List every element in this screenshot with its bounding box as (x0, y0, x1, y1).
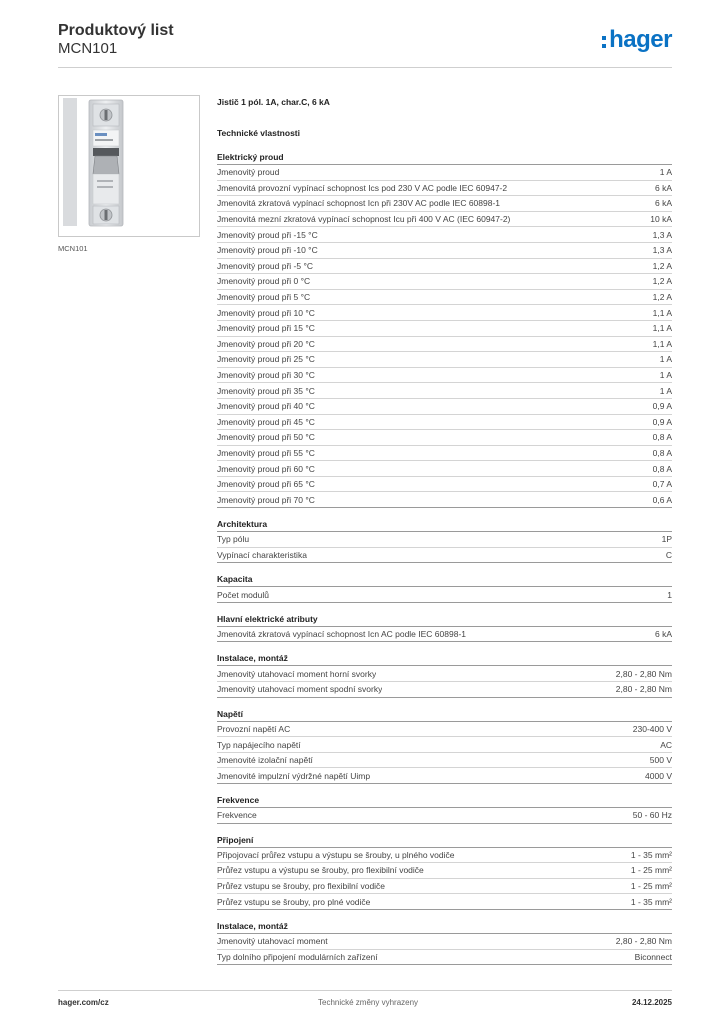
spec-row (217, 492, 672, 508)
spec-value: 4000 V (645, 770, 672, 781)
spec-value: 0,6 A (652, 494, 672, 505)
spec-row (217, 666, 672, 682)
spec-row (217, 243, 672, 259)
spec-label: Jmenovitý proud při -10 °C (217, 245, 318, 256)
spec-value: Biconnect (634, 951, 672, 962)
spec-row (217, 274, 672, 290)
section-title: Instalace, montáž (217, 920, 672, 934)
spec-row (217, 477, 672, 493)
spec-label: Provozní napětí AC (217, 723, 291, 734)
spec-section (217, 920, 672, 965)
spec-label: Jmenovitý proud při 55 °C (217, 447, 315, 458)
spec-label: Průřez vstupu se šrouby, pro plné vodiče (217, 896, 371, 907)
spec-value: 1,1 A (652, 307, 672, 318)
spec-value: AC (660, 739, 672, 750)
spec-label: Jmenovité impulzní výdržné napětí Uimp (217, 770, 371, 781)
spec-value: 1,3 A (652, 245, 672, 256)
spec-value: 230-400 V (632, 723, 672, 734)
spec-label: Průřez vstupu se šrouby, pro flexibilní vodiče (217, 881, 386, 892)
logo-text: hager (609, 26, 672, 53)
spec-value: 1 A (659, 370, 672, 381)
spec-label: Frekvence (217, 810, 257, 821)
product-code: MCN101 (58, 40, 118, 57)
spec-row (217, 446, 672, 462)
section-title: Napětí (217, 708, 672, 722)
footer-date: 24.12.2025 (631, 998, 672, 1007)
tech-properties-heading: Technické vlastnosti (217, 128, 300, 138)
spec-value: 1,2 A (652, 276, 672, 287)
spec-row (217, 768, 672, 784)
spec-section (217, 613, 672, 643)
spec-section (217, 151, 672, 508)
section-title: Elektrický proud (217, 151, 672, 165)
spec-row (217, 337, 672, 353)
product-image-caption: MCN101 (58, 244, 88, 253)
spec-row (217, 722, 672, 738)
spec-row (217, 181, 672, 197)
spec-label: Jmenovitý proud při 40 °C (217, 401, 315, 412)
spec-section (217, 652, 672, 697)
section-title: Hlavní elektrické atributy (217, 613, 672, 627)
circuit-breaker-icon (59, 96, 199, 236)
spec-label: Jmenovitý proud při 25 °C (217, 354, 315, 365)
spec-row (217, 415, 672, 431)
spec-label: Jmenovitý proud při 35 °C (217, 385, 315, 396)
footer-note: Technické změny vyhrazeny (318, 998, 419, 1007)
spec-row (217, 879, 672, 895)
spec-value: 1 - 25 mm² (630, 881, 672, 892)
spec-label: Jmenovitý proud při 15 °C (217, 323, 315, 334)
hager-logo (602, 28, 672, 54)
spec-label: Vypínací charakteristika (217, 549, 307, 560)
section-title: Architektura (217, 518, 672, 532)
header-divider (58, 67, 672, 68)
spec-value: 2,80 - 2,80 Nm (615, 668, 672, 679)
spec-row (217, 894, 672, 910)
spec-label: Jmenovitý proud při 30 °C (217, 370, 315, 381)
spec-row (217, 430, 672, 446)
spec-section (217, 794, 672, 824)
spec-label: Jmenovitý proud při 10 °C (217, 307, 315, 318)
spec-label: Jmenovitý proud při 20 °C (217, 338, 315, 349)
section-title: Instalace, montáž (217, 652, 672, 666)
spec-row (217, 399, 672, 415)
spec-value: 1 A (659, 354, 672, 365)
spec-value: 1P (661, 534, 672, 545)
spec-row (217, 863, 672, 879)
section-title: Frekvence (217, 794, 672, 808)
spec-label: Jmenovitý proud při 70 °C (217, 494, 315, 505)
spec-section (217, 573, 672, 603)
spec-value: C (665, 549, 672, 560)
spec-value: 1 A (659, 167, 672, 178)
spec-row (217, 461, 672, 477)
spec-label: Jmenovité izolační napětí (217, 755, 313, 766)
spec-label: Jmenovitý proud při 45 °C (217, 416, 315, 427)
spec-sections (217, 151, 672, 965)
footer-website: hager.com/cz (58, 998, 109, 1007)
product-image (58, 95, 200, 237)
spec-value: 10 kA (650, 214, 672, 225)
spec-row (217, 165, 672, 181)
spec-value: 0,9 A (652, 416, 672, 427)
spec-value: 6 kA (654, 629, 672, 640)
spec-label: Jmenovitá zkratová vypínací schopnost Icn AC podle IEC 60898-1 (217, 629, 466, 640)
footer-divider (58, 990, 672, 991)
page-title: Produktový list (58, 22, 174, 39)
spec-label: Jmenovitá provozní vypínací schopnost Ics pod 230 V AC podle IEC 60947-2 (217, 182, 508, 193)
logo-dots-icon (602, 36, 606, 48)
spec-row (217, 352, 672, 368)
spec-value: 2,80 - 2,80 Nm (615, 684, 672, 695)
spec-label: Jmenovitý utahovací moment horní svorky (217, 668, 377, 679)
spec-row (217, 587, 672, 603)
section-title: Připojení (217, 834, 672, 848)
spec-value: 0,8 A (652, 463, 672, 474)
product-name: Jistič 1 pól. 1A, char.C, 6 kA (217, 97, 330, 107)
spec-label: Typ pólu (217, 534, 250, 545)
spec-section (217, 834, 672, 910)
spec-label: Jmenovitý proud při 50 °C (217, 432, 315, 443)
spec-value: 1 A (659, 385, 672, 396)
spec-row (217, 532, 672, 548)
spec-label: Jmenovitý proud při 60 °C (217, 463, 315, 474)
spec-value: 50 - 60 Hz (632, 810, 672, 821)
spec-row (217, 682, 672, 698)
spec-label: Typ napájecího napětí (217, 739, 301, 750)
spec-value: 1 - 25 mm² (630, 865, 672, 876)
spec-value: 500 V (649, 755, 672, 766)
spec-value: 1 (667, 589, 672, 600)
spec-row (217, 368, 672, 384)
spec-row (217, 950, 672, 966)
spec-label: Jmenovitý proud při 0 °C (217, 276, 311, 287)
spec-row (217, 196, 672, 212)
spec-value: 1,1 A (652, 338, 672, 349)
spec-label: Jmenovitý utahovací moment (217, 936, 328, 947)
spec-section (217, 708, 672, 784)
spec-row (217, 548, 672, 564)
spec-row (217, 321, 672, 337)
spec-label: Typ dolního připojení modulárních zařízení (217, 951, 378, 962)
spec-row (217, 383, 672, 399)
spec-value: 1 - 35 mm² (630, 896, 672, 907)
spec-label: Jmenovitý proud (217, 167, 280, 178)
spec-label: Jmenovitý proud při 5 °C (217, 292, 311, 303)
spec-value: 6 kA (654, 198, 672, 209)
spec-section (217, 518, 672, 563)
spec-row (217, 212, 672, 228)
spec-value: 2,80 - 2,80 Nm (615, 936, 672, 947)
spec-value: 0,8 A (652, 432, 672, 443)
spec-row (217, 753, 672, 769)
spec-label: Jmenovitý proud při 65 °C (217, 479, 315, 490)
spec-value: 1,2 A (652, 260, 672, 271)
spec-row (217, 290, 672, 306)
spec-value: 0,8 A (652, 447, 672, 458)
spec-value: 1,1 A (652, 323, 672, 334)
spec-label: Jmenovitá zkratová vypínací schopnost Icn při 230V AC podle IEC 60898-1 (217, 198, 501, 209)
spec-value: 1,2 A (652, 292, 672, 303)
spec-value: 6 kA (654, 182, 672, 193)
spec-value: 1 - 35 mm² (630, 849, 672, 860)
spec-row (217, 305, 672, 321)
spec-row (217, 737, 672, 753)
spec-label: Jmenovitý proud při -5 °C (217, 260, 313, 271)
spec-label: Jmenovitá mezní zkratová vypínací schopnost Icu při 400 V AC (IEC 60947-2) (217, 214, 511, 225)
spec-row (217, 848, 672, 864)
spec-label: Připojovací průřez vstupu a výstupu se šrouby, u plného vodiče (217, 849, 455, 860)
spec-row (217, 808, 672, 824)
spec-row (217, 227, 672, 243)
spec-label: Počet modulů (217, 589, 269, 600)
spec-label: Průřez vstupu a výstupu se šrouby, pro flexibilní vodiče (217, 865, 424, 876)
spec-row (217, 259, 672, 275)
page-header (58, 20, 672, 68)
spec-value: 0,9 A (652, 401, 672, 412)
spec-content (217, 96, 672, 965)
spec-row (217, 627, 672, 643)
spec-label: Jmenovitý utahovací moment spodní svorky (217, 684, 383, 695)
spec-value: 0,7 A (652, 479, 672, 490)
spec-value: 1,3 A (652, 229, 672, 240)
spec-row (217, 934, 672, 950)
section-title: Kapacita (217, 573, 672, 587)
spec-label: Jmenovitý proud při -15 °C (217, 229, 318, 240)
